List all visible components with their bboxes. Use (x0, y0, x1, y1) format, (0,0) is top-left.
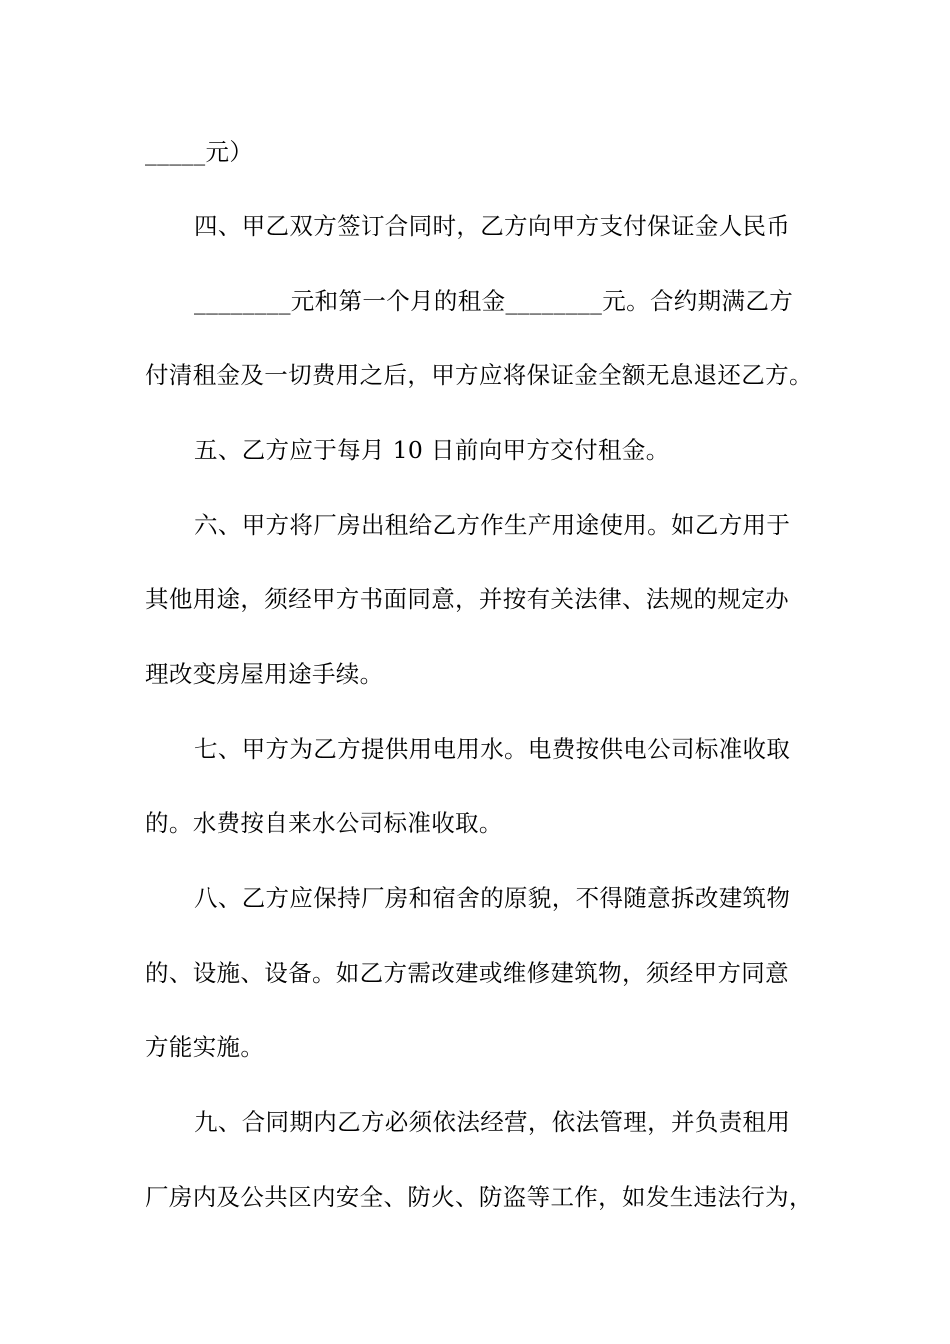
clause-7-line-2: 的。水费按自来水公司标准收取。 (145, 809, 503, 837)
clause-5-line-1: 五、乙方应于每月 10 日前向甲方交付租金。 (194, 436, 670, 464)
clause-4-line-2: ________元和第一个月的租金________元。合约期满乙方 (194, 287, 794, 315)
text-line-1: _____元） (145, 138, 254, 166)
clause-9-line-1: 九、合同期内乙方必须依法经营，依法管理，并负责租用 (194, 1108, 791, 1136)
clause-7-line-1: 七、甲方为乙方提供用电用水。电费按供电公司标准收取 (194, 735, 791, 763)
clause-6-line-2: 其他用途，须经甲方书面同意，并按有关法律、法规的规定办 (145, 585, 789, 613)
clause-8-line-2: 的、设施、设备。如乙方需改建或维修建筑物，须经甲方同意 (145, 959, 789, 987)
clause-6-line-3: 理改变房屋用途手续。 (145, 660, 384, 688)
clause-4-line-1: 四、甲乙双方签订合同时，乙方向甲方支付保证金人民币 (194, 212, 791, 240)
clause-9-line-2: 厂房内及公共区内安全、防火、防盗等工作，如发生违法行为， (145, 1183, 813, 1211)
clause-8-line-1: 八、乙方应保持厂房和宿舍的原貌，不得随意拆改建筑物 (194, 884, 791, 912)
clause-6-line-1: 六、甲方将厂房出租给乙方作生产用途使用。如乙方用于 (194, 511, 791, 539)
clause-4-line-3: 付清租金及一切费用之后，甲方应将保证金全额无息退还乙方。 (145, 361, 813, 389)
clause-8-line-3: 方能实施。 (145, 1033, 265, 1061)
